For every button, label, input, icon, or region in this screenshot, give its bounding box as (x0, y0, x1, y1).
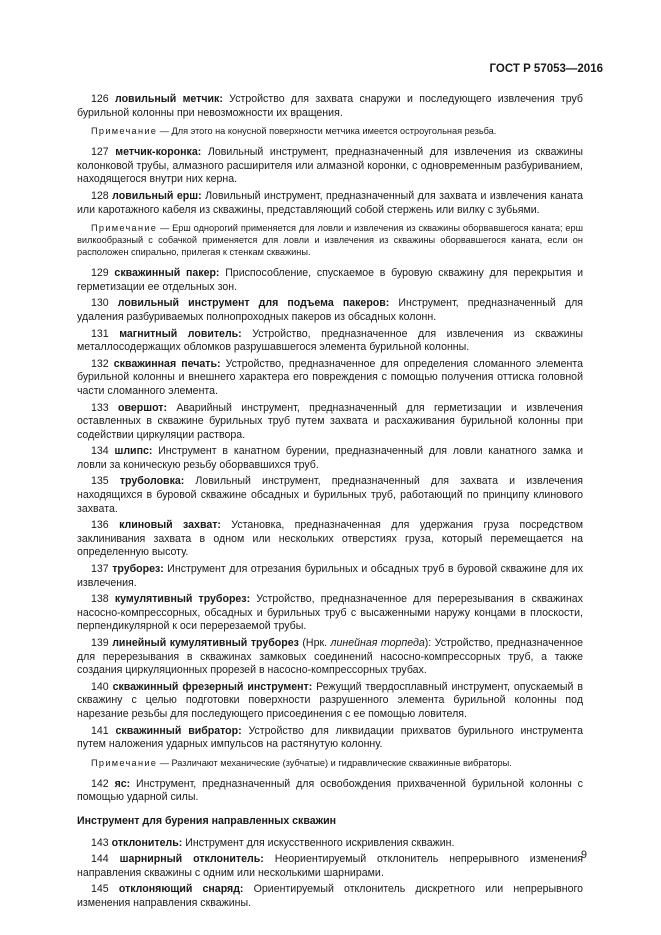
term-entry-140 (77, 681, 583, 722)
entry-term: клиновый захват: (119, 519, 221, 532)
entry-definition: Режущий твердосплавный инструмент, опускаемый в скважину с целью подготовки поверхности разрушенного элемента бурильной колонны под нарезание резьбы для последующего присоединения с ее помощью ловителя. (77, 680, 583, 720)
entry-number: 139 (91, 637, 109, 649)
entry-definition: Устройство, предназначенное для перерезывания в скважинах насосно-компрессорных, обсадных и бурильных труб с высаженными наружу концами в плоскости, перпендикулярной к оси перерезаемой трубы. (77, 593, 583, 633)
term-entry-141 (77, 725, 583, 752)
entry-number: 142 (91, 777, 109, 790)
note-text: — Различают механические (зубчатые) и гидравлические скважинные вибраторы. (157, 757, 512, 768)
entry-synonym-prefix: (Нрк. (298, 637, 331, 649)
entry-term: скважинная печать: (113, 357, 221, 370)
entry-term: скважинный фрезерный инструмент: (112, 680, 313, 693)
entry-term: линейный кумулятивный труборез (112, 637, 299, 649)
note-text: — Для этого на конусной поверхности метчика имеется остроугольная резьба. (157, 126, 497, 137)
term-entry-142 (77, 778, 583, 805)
entry-definition: Приспособление, спускаемое в буровую скважину для перекрытия и герметизации ее отдельных зон. (77, 267, 583, 293)
term-entry-144 (77, 853, 583, 880)
note-label: Примечание (91, 126, 158, 137)
standard-header: ГОСТ Р 57053—2016 (489, 63, 603, 75)
entry-definition: Инструмент, предназначенный для освобождения прихваченной бурильной колонны с помощью ударной силы. (77, 777, 583, 804)
entry-number: 137 (91, 563, 109, 576)
entry-number: 136 (91, 519, 109, 532)
term-entry-126 (77, 93, 583, 120)
entry-term: овершот: (118, 401, 167, 414)
entry-number: 138 (91, 593, 109, 606)
entry-number: 134 (91, 445, 109, 458)
entry-number: 126 (91, 93, 109, 105)
term-entry-133 (77, 402, 583, 443)
entry-number: 135 (91, 475, 109, 488)
entry-definition: Инструмент, предназначенный для удаления разбуриваемых полнопроходных пакеров из обсадных колонн. (77, 297, 583, 323)
entry-definition: Устройство, предназначенное для определения сломанного элемента бурильной колонны и внешнего характера его повреждения с помощью получения оттиска головной части сломанного элемента. (77, 357, 583, 397)
entry-term: магнитный ловитель: (119, 327, 242, 340)
entry-definition: Инструмент в канатном бурении, предназначенный для ловли канатного замка и ловли за коническую резьбу оборвавшихся труб. (77, 445, 584, 471)
note-text: — Ерш однорогий применяется для ловли и извлечения из скважины оборвавшегося каната; ерш вилкообразный с собачкой применяется для ловли и извлечения из скважины оборвавшегося каната, если он расположен спирально, прилегая к стенкам скважины. (77, 223, 583, 258)
entry-number: 144 (91, 853, 109, 866)
term-entry-132 (77, 358, 583, 399)
entry-number: 131 (91, 327, 109, 340)
entry-term: труборез: (112, 563, 164, 576)
note (77, 222, 583, 258)
term-entry-139 (77, 637, 583, 678)
entry-definition: Устройство, предназначенное для извлечения из скважины металлосодержащих обломков разрушавшегося элемента бурильной колонны. (77, 327, 583, 354)
entry-term: скважинный пакер: (114, 267, 220, 280)
entry-definition: Ловильный инструмент, предназначенный для извлечения из скважины колонковой трубы, алмазного расширителя или алмазной коронки, с одновременным разбуриванием, находящегося внутри них керна. (77, 146, 583, 186)
entry-definition: Инструмент для искусственного искривления скважин. (182, 836, 455, 849)
term-entry-127 (77, 146, 583, 187)
entry-definition: ): Устройство, предназначенное для перерезывания в скважинах замковых соединений насосно-компрессорных труб, а также создания циркуляционных прорезей в насосно-компрессорных трубах. (77, 637, 583, 677)
note-label: Примечание (91, 223, 158, 234)
entry-number: 132 (91, 357, 109, 370)
entry-term: шарнирный отклонитель: (119, 853, 264, 866)
entry-definition: Инструмент для отрезания бурильных и обсадных труб в буровой скважине для их извлечения. (77, 563, 583, 589)
term-entry-145 (77, 883, 583, 910)
entry-number: 145 (91, 883, 109, 896)
section-heading: Инструмент для бурения направленных скважин (77, 814, 337, 827)
entry-definition: Неориентируемый отклонитель непрерывного изменения направления скважины с одним или несколькими шарнирами. (77, 853, 583, 879)
term-entry-137 (77, 563, 583, 590)
entry-term: отклонитель: (111, 836, 183, 849)
entry-definition: Аварийный инструмент, предназначенный для герметизации и извлечения оставленных в скважине бурильных труб путем захвата и расхаживания бурильной колонны при содействии циркуляции раствора. (77, 401, 583, 441)
entry-number: 130 (91, 297, 109, 310)
entry-term: метчик-коронка: (115, 146, 202, 159)
entry-number: 128 (91, 189, 109, 202)
entry-definition: Устройство для ликвидации прихватов бурильного инструмента путем наложения ударных импульсов на растянутую колонну. (77, 724, 583, 751)
entry-definition: Ловильный инструмент, предназначенный для захвата и извлечения находящихся в буровой скважине обсадных и бурильных труб, работающий по принципу клинового захвата. (77, 475, 583, 515)
entry-term: скважинный вибратор: (115, 724, 242, 737)
entry-term: шлипс: (114, 445, 153, 458)
entry-number: 143 (91, 836, 109, 849)
entry-number: 127 (91, 146, 109, 159)
term-entry-135 (77, 475, 583, 516)
term-entry-131 (77, 328, 583, 355)
entry-term: ловильный ерш: (112, 189, 202, 202)
entry-term: ловильный метчик: (115, 93, 223, 105)
term-entry-130 (77, 297, 583, 324)
entry-term: кумулятивный труборез: (114, 593, 251, 606)
term-entry-134 (77, 445, 583, 472)
note-label: Примечание (91, 757, 158, 768)
note (77, 757, 583, 769)
entry-definition: Ловильный инструмент, предназначенный для захвата и извлечения каната или каротажного кабеля из скважины, представляющий собой стержень или вилку с зубьями. (77, 189, 583, 216)
entry-term: ловильный инструмент для подъема пакеров: (117, 297, 390, 310)
entry-definition: Установка, предназначенная для удержания груза посредством заклинивания захвата в одном или нескольких отверстиях груза, который перемещается на определенную высоту. (77, 519, 583, 559)
entry-number: 129 (91, 267, 109, 280)
entry-definition: Ориентируемый отклонитель дискретного или непрерывного изменения направления скважины. (77, 883, 583, 909)
term-entry-143 (77, 837, 583, 851)
entry-definition: Устройство для захвата снаружи и последующего извлечения труб бурильной колонны при невозможности их вращения. (77, 93, 583, 119)
entry-term: труболовка: (119, 475, 185, 488)
entry-number: 141 (91, 724, 109, 737)
entry-number: 133 (91, 401, 109, 414)
entry-term: яс: (114, 777, 131, 790)
term-entry-129 (77, 267, 583, 294)
page-number: 9 (580, 849, 587, 861)
entry-number: 140 (91, 680, 109, 693)
term-entry-136 (77, 519, 583, 560)
entry-synonym: линейная торпеда (330, 637, 425, 649)
document-body (77, 93, 583, 914)
entry-term: отклоняющий снаряд: (118, 883, 244, 896)
term-entry-138 (77, 593, 583, 634)
note (77, 125, 583, 137)
term-entry-128 (77, 190, 583, 217)
